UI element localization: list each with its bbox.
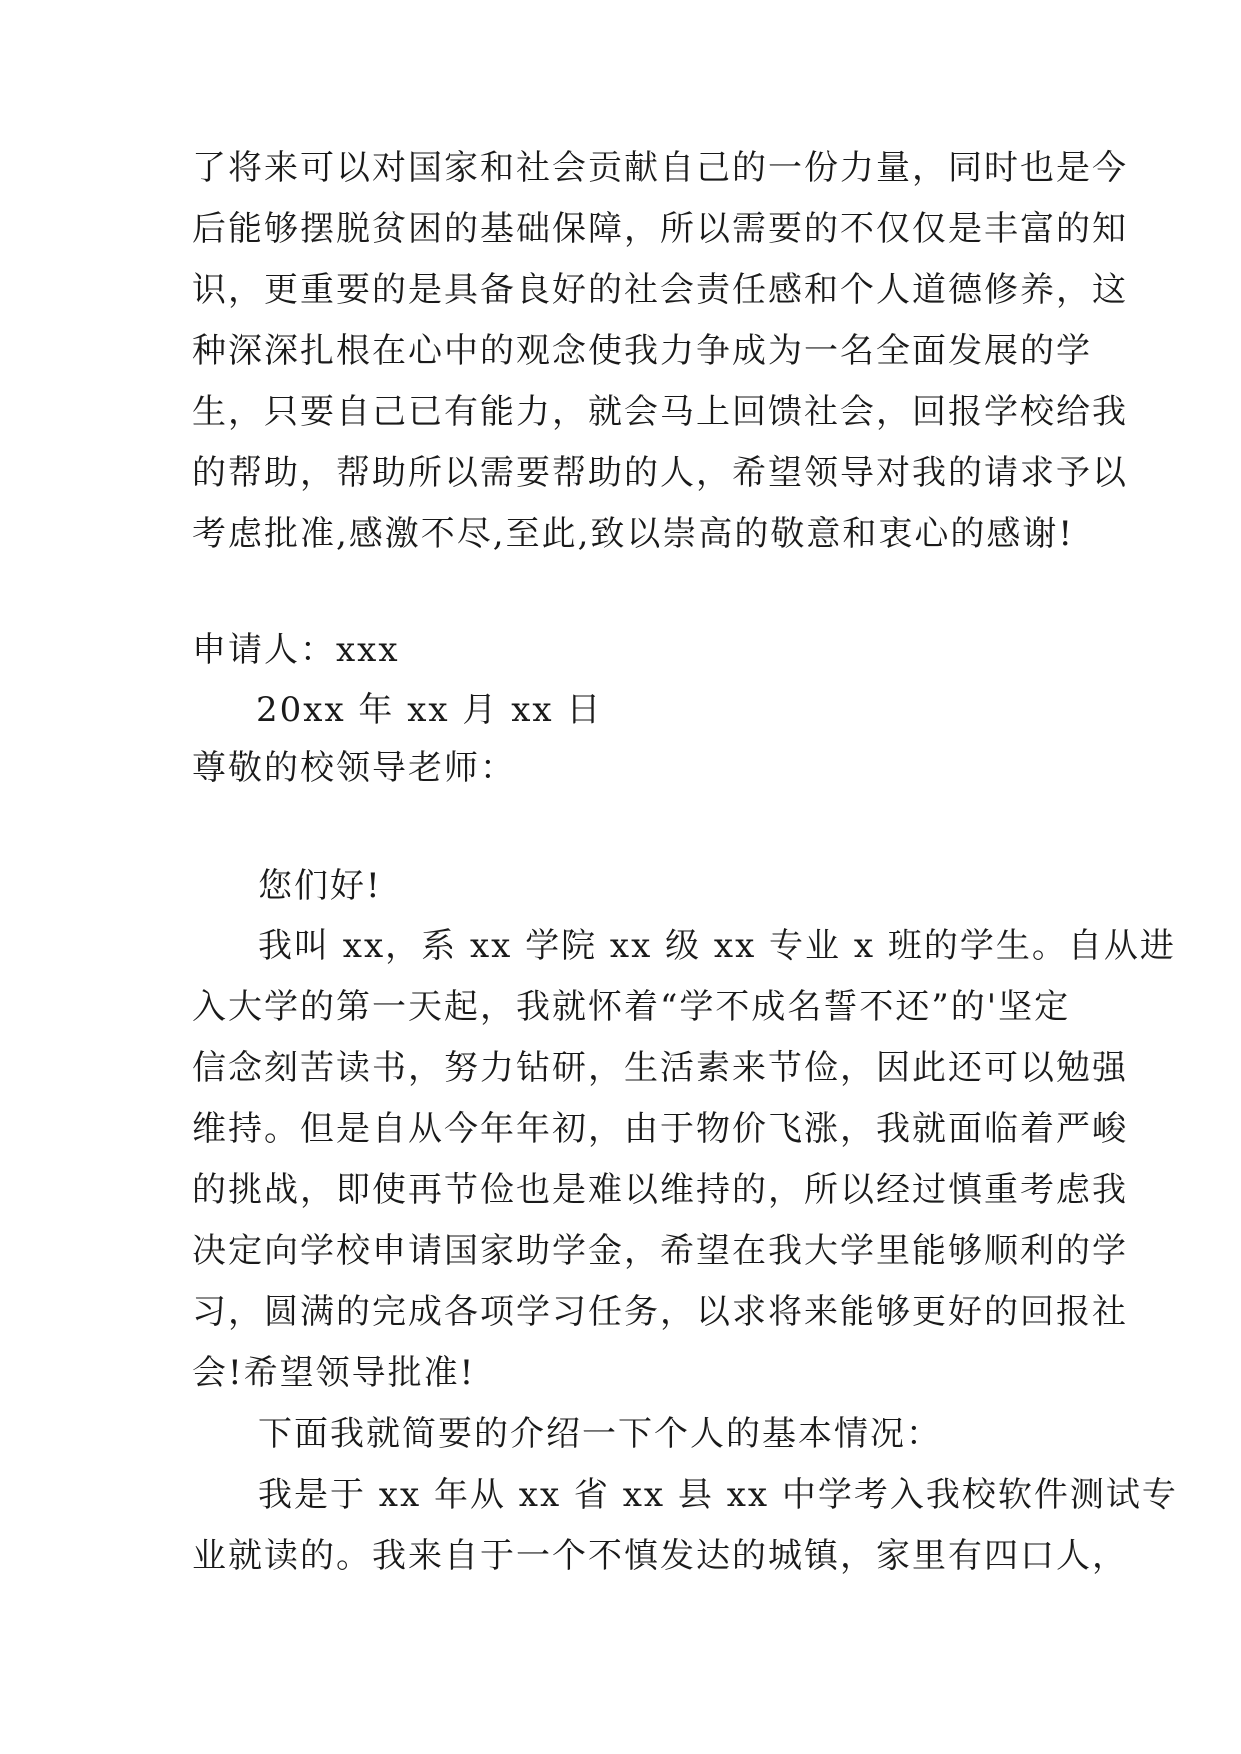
text-line: 习，圆满的完成各项学习任务，以求将来能够更好的回报社 (192, 1292, 1128, 1332)
salutation: 尊敬的校领导老师： (192, 748, 516, 788)
text-line: 的帮助，帮助所以需要帮助的人，希望领导对我的请求予以 (192, 453, 1128, 493)
text-line: 后能够摆脱贫困的基础保障，所以需要的不仅仅是丰富的知 (192, 209, 1128, 249)
text-line: 维持。但是自从今年年初，由于物价飞涨，我就面临着严峻 (192, 1109, 1128, 1149)
text-line: 我叫 xx，系 xx 学院 xx 级 xx 专业 x 班的学生。自从进 (258, 926, 1176, 966)
text-line: 考虑批准,感激不尽,至此,致以崇高的敬意和衷心的感谢! (192, 514, 1075, 554)
text-line: 决定向学校申请国家助学金，希望在我大学里能够顺利的学 (192, 1231, 1128, 1271)
greeting: 您们好! (258, 866, 382, 906)
applicant-signature: 申请人：xxx (192, 630, 400, 670)
text-line: 的挑战，即使再节俭也是难以维持的，所以经过慎重考虑我 (192, 1170, 1128, 1210)
text-line: 下面我就简要的介绍一下个人的基本情况： (258, 1414, 942, 1454)
signature-date: 20xx 年 xx 月 xx 日 (256, 690, 603, 730)
text-line: 信念刻苦读书，努力钻研，生活素来节俭，因此还可以勉强 (192, 1048, 1128, 1088)
text-line: 会!希望领导批准! (192, 1353, 476, 1393)
text-line: 我是于 xx 年从 xx 省 xx 县 xx 中学考入我校软件测试专 (258, 1475, 1178, 1515)
text-line: 识，更重要的是具备良好的社会责任感和个人道德修养，这 (192, 270, 1128, 310)
text-line: 了将来可以对国家和社会贡献自己的一份力量，同时也是今 (192, 148, 1128, 188)
text-line: 生，只要自己已有能力，就会马上回馈社会，回报学校给我 (192, 392, 1128, 432)
text-line: 种深深扎根在心中的观念使我力争成为一名全面发展的学 (192, 331, 1092, 371)
text-line: 入大学的第一天起，我就怀着“学不成名誓不还”的'坚定 (192, 987, 1071, 1027)
text-line: 业就读的。我来自于一个不慎发达的城镇，家里有四口人， (192, 1536, 1128, 1576)
